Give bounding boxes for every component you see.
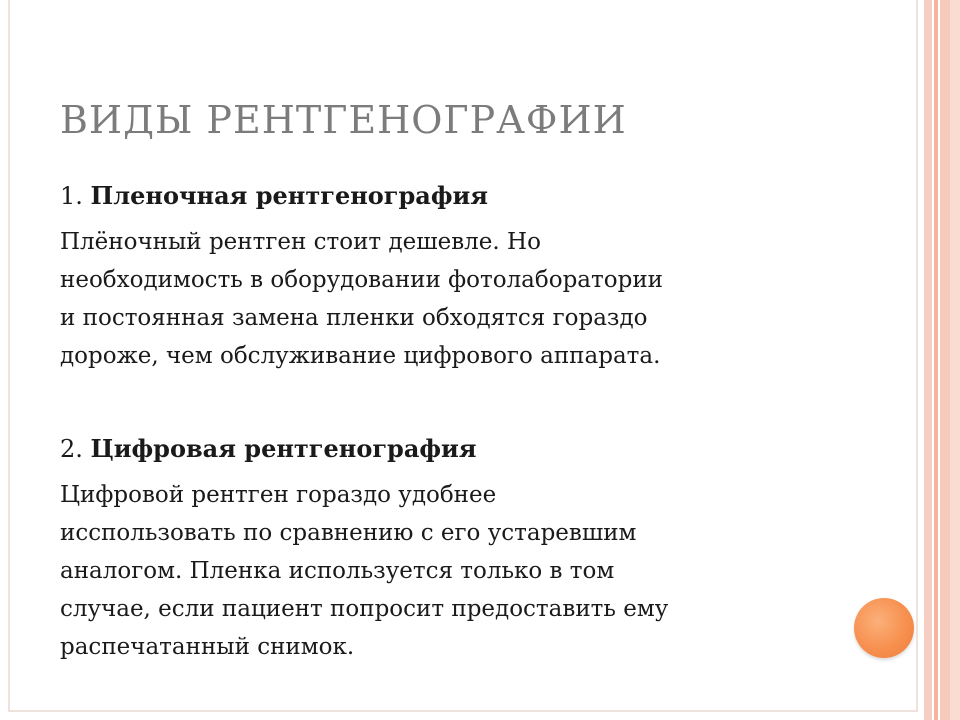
decorative-stripe: [950, 0, 960, 720]
orange-circle-decoration: [854, 598, 914, 658]
section-2-heading: Цифровая рентгенография: [90, 434, 477, 463]
body-line: и постоянная замена пленки обходятся гораздо: [60, 305, 648, 331]
decorative-stripe: [934, 0, 938, 720]
section-1-body: [60, 223, 840, 375]
body-line: случае, если пациент попросит предоставить ему: [60, 596, 669, 622]
decorative-stripe: [924, 0, 932, 720]
body-line: исспользовать по сравнению с его устаревшим: [60, 520, 637, 546]
section-1-header: [60, 181, 840, 211]
body-line: аналогом. Пленка используется только в том: [60, 558, 615, 584]
body-line: Плёночный рентген стоит дешевле. Но: [60, 229, 541, 255]
section-1-heading: Пленочная рентгенография: [90, 181, 488, 210]
body-line: Цифровой рентген гораздо удобнее: [60, 482, 497, 508]
body-line: распечатанный снимок.: [60, 634, 355, 660]
body-line: необходимость в оборудовании фотолаборатории: [60, 267, 663, 293]
section-2-number: 2.: [60, 435, 83, 463]
body-line: дороже, чем обслуживание цифрового аппарата.: [60, 343, 661, 369]
decorative-stripe: [940, 0, 950, 720]
section-2-body: [60, 476, 840, 666]
section-1-number: 1.: [60, 182, 83, 210]
section-2-header: [60, 434, 840, 464]
slide-title: ВИДЫ РЕНТГЕНОГРАФИИ: [60, 98, 627, 142]
